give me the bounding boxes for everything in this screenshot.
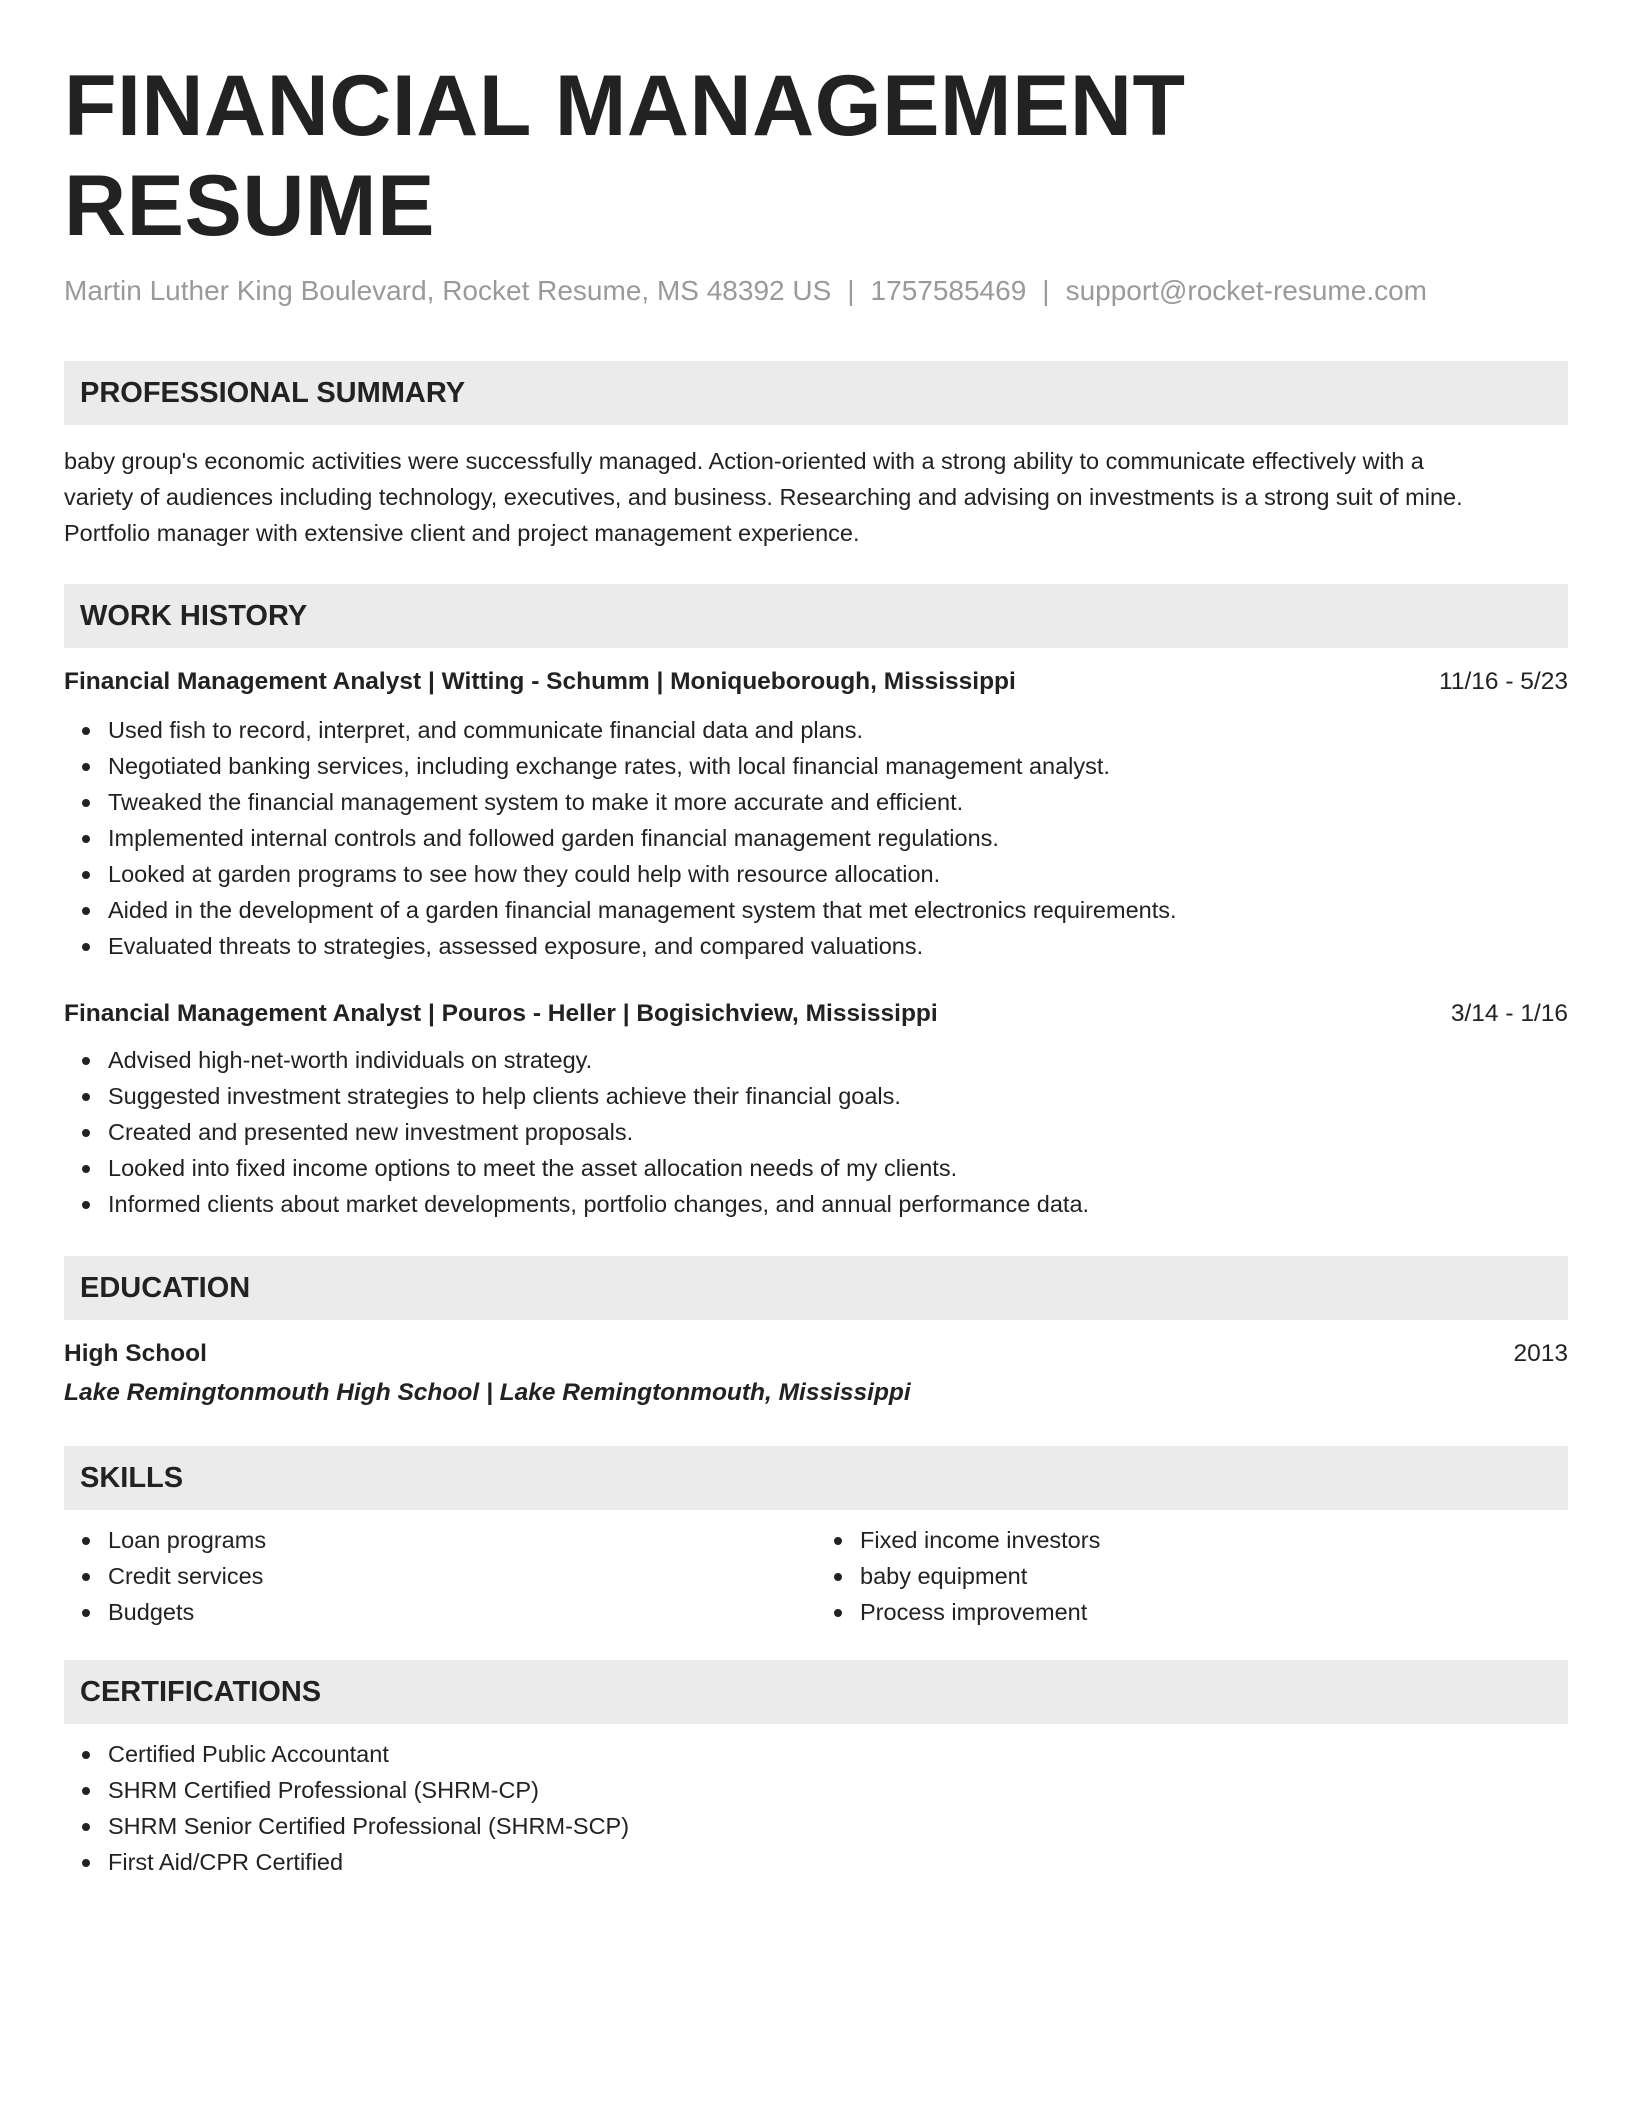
skills-grid: [64, 1510, 1568, 1630]
job-entry: [64, 996, 1568, 1222]
contact-address: Martin Luther King Boulevard, Rocket Resume, MS 48392 US: [64, 275, 832, 306]
job-bullet: Suggested investment strategies to help clients achieve their financial goals.: [108, 1078, 1568, 1114]
job-bullet: Advised high-net-worth individuals on strategy.: [108, 1042, 1568, 1078]
skill-item: Budgets: [108, 1594, 816, 1630]
summary-line: baby group's economic activities were successfully managed. Action-oriented with a strong ability to communicate effectively with a: [64, 448, 1424, 474]
job-bullet: Tweaked the financial management system to make it more accurate and efficient.: [108, 784, 1568, 820]
certifications-list: [64, 1736, 1568, 1880]
job-bullet: Informed clients about market developments, portfolio changes, and annual performance data.: [108, 1186, 1568, 1222]
job-bullet: Aided in the development of a garden financial management system that met electronics requirements.: [108, 892, 1568, 928]
certifications-section: [64, 1660, 1568, 1880]
summary-line: variety of audiences including technology, executives, and business. Researching and advising on investments is a strong suit of mine.: [64, 484, 1463, 510]
job-bullet: Implemented internal controls and followed garden financial management regulations.: [108, 820, 1568, 856]
contact-line: [64, 274, 1568, 308]
job-bullets: [64, 712, 1568, 964]
contact-separator: |: [1042, 275, 1050, 306]
job-bullet: Looked at garden programs to see how they could help with resource allocation.: [108, 856, 1568, 892]
job-bullet: Negotiated banking services, including exchange rates, with local financial management analyst.: [108, 748, 1568, 784]
summary-text: [64, 443, 1568, 551]
skill-item: Credit services: [108, 1558, 816, 1594]
job-dates: 11/16 - 5/23: [1439, 668, 1568, 695]
contact-email: support@rocket-resume.com: [1065, 275, 1427, 306]
certification-item: SHRM Certified Professional (SHRM-CP): [108, 1772, 1568, 1808]
resume-title: FINANCIAL MANAGEMENT RESUME: [64, 58, 1186, 254]
certification-item: First Aid/CPR Certified: [108, 1844, 1568, 1880]
job-bullet: Evaluated threats to strategies, assessed exposure, and compared valuations.: [108, 928, 1568, 964]
skills-column-right: [816, 1522, 1568, 1630]
certification-item: Certified Public Accountant: [108, 1736, 1568, 1772]
job-bullet: Used fish to record, interpret, and communicate financial data and plans.: [108, 712, 1568, 748]
job-header: [64, 996, 1568, 1032]
education-heading: EDUCATION: [64, 1256, 1568, 1320]
job-bullets: [64, 1042, 1568, 1222]
summary-section: [64, 361, 1568, 551]
job-dates: 3/14 - 1/16: [1450, 1000, 1568, 1027]
summary-heading: PROFESSIONAL SUMMARY: [64, 361, 1568, 425]
contact-phone: 1757585469: [870, 275, 1027, 306]
contact-separator: |: [847, 275, 855, 306]
skill-item: Process improvement: [860, 1594, 1568, 1630]
work-history-heading: WORK HISTORY: [64, 584, 1568, 648]
education-school: Lake Remingtonmouth High School | Lake Remingtonmouth, Mississippi: [64, 1379, 911, 1406]
work-history-section: [64, 584, 1568, 1222]
job-bullet: Created and presented new investment proposals.: [108, 1114, 1568, 1150]
job-title: Financial Management Analyst | Pouros - Heller | Bogisichview, Mississippi: [64, 1000, 938, 1027]
certifications-heading: CERTIFICATIONS: [64, 1660, 1568, 1724]
education-year: 2013: [1513, 1340, 1568, 1367]
education-section: [64, 1256, 1568, 1411]
job-bullet: Looked into fixed income options to meet the asset allocation needs of my clients.: [108, 1150, 1568, 1186]
certification-item: SHRM Senior Certified Professional (SHRM-SCP): [108, 1808, 1568, 1844]
skill-item: Fixed income investors: [860, 1522, 1568, 1558]
job-entry: [64, 664, 1568, 964]
skill-item: baby equipment: [860, 1558, 1568, 1594]
skills-heading: SKILLS: [64, 1446, 1568, 1510]
skills-section: [64, 1446, 1568, 1630]
job-header: [64, 664, 1568, 700]
education-degree: High School: [64, 1340, 207, 1367]
skills-column-left: [64, 1522, 816, 1630]
education-header: [64, 1336, 1568, 1372]
summary-line: Portfolio manager with extensive client and project management experience.: [64, 520, 860, 546]
job-title: Financial Management Analyst | Witting - Schumm | Moniqueborough, Mississippi: [64, 668, 1016, 695]
skill-item: Loan programs: [108, 1522, 816, 1558]
